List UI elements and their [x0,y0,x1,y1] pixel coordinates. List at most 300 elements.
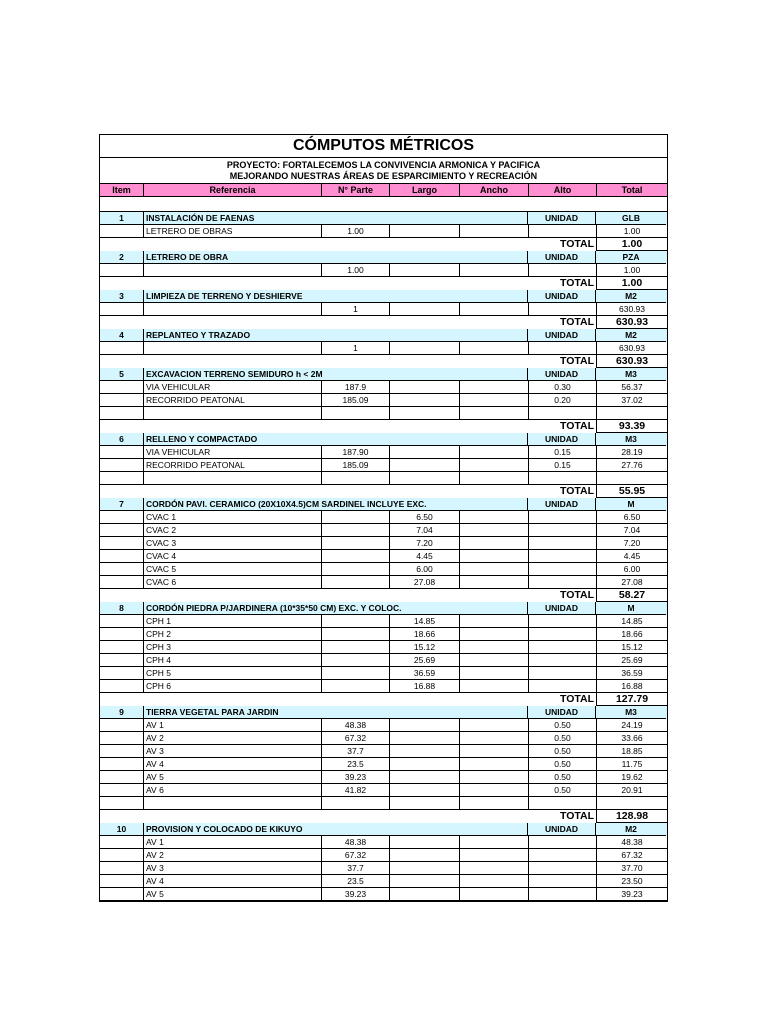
detail-referencia: CVAC 4 [144,550,322,563]
total-value: 58.27 [597,589,667,602]
detail-n-parte [322,628,390,641]
detail-ancho [460,563,529,576]
detail-referencia [144,407,322,420]
detail-row [100,459,667,472]
detail-n-parte [322,576,390,589]
item-row [100,329,667,342]
item-number: 9 [100,706,144,719]
detail-largo [390,784,460,797]
detail-n-parte [322,524,390,537]
detail-alto [529,654,597,667]
header-largo: Largo [390,184,460,196]
unit-value: M3 [596,706,666,719]
total-value: 127.79 [597,693,667,706]
header-total: Total [621,185,643,195]
total-label: TOTAL [100,316,597,329]
detail-alto [529,849,597,862]
detail-largo [390,888,460,901]
detail-item-cell [100,628,144,641]
detail-n-parte: 23.5 [322,758,390,771]
unit-value: GLB [596,212,666,225]
detail-n-parte: 185.09 [322,394,390,407]
item-row [100,433,667,446]
detail-largo [390,849,460,862]
detail-n-parte [322,511,390,524]
item-number: 8 [100,602,144,615]
detail-item-cell [100,680,144,693]
detail-alto: 0.50 [529,758,597,771]
item-row [100,602,667,615]
detail-ancho [460,225,529,238]
detail-total: 15.12 [597,641,667,654]
detail-row [100,784,667,797]
project-line-1: PROYECTO: FORTALECEMOS LA CONVIVENCIA ARMONICA Y PACIFICA [226,160,541,170]
detail-ancho [460,758,529,771]
unit-label: UNIDAD [528,290,596,303]
detail-row [100,745,667,758]
detail-alto [529,303,597,316]
unit-value: M2 [596,290,666,303]
total-value: 630.93 [597,355,667,368]
detail-ancho [460,446,529,459]
detail-alto [529,862,597,875]
detail-item-cell [100,758,144,771]
detail-item-cell [100,771,144,784]
detail-largo: 27.08 [390,576,460,589]
detail-alto [529,264,597,277]
detail-row [100,394,667,407]
unit-label: UNIDAD [528,602,596,615]
detail-n-parte: 48.38 [322,719,390,732]
total-label: TOTAL [100,277,597,290]
detail-referencia [144,264,322,277]
detail-n-parte [322,680,390,693]
detail-row [100,875,667,888]
detail-n-parte: 39.23 [322,771,390,784]
detail-referencia: AV 3 [144,745,322,758]
detail-largo [390,771,460,784]
detail-item-cell [100,641,144,654]
item-row [100,368,667,381]
detail-total [597,472,667,485]
detail-ancho [460,628,529,641]
detail-item-cell [100,784,144,797]
item-description: EXCAVACION TERRENO SEMIDURO h < 2M [144,368,528,381]
detail-total: 18.85 [597,745,667,758]
detail-item-cell [100,797,144,810]
detail-largo: 18.66 [390,628,460,641]
detail-alto [529,615,597,628]
detail-alto [529,472,597,485]
unit-label: UNIDAD [528,823,596,836]
detail-ancho [460,472,529,485]
computos-sheet [99,134,668,902]
detail-referencia: AV 4 [144,758,322,771]
detail-total: 27.76 [597,459,667,472]
detail-row [100,719,667,732]
detail-total: 630.93 [597,303,667,316]
detail-largo: 7.04 [390,524,460,537]
total-label: TOTAL [100,355,597,368]
total-label: TOTAL [100,589,597,602]
detail-alto [529,563,597,576]
detail-item-cell [100,667,144,680]
detail-total: 23.50 [597,875,667,888]
detail-ancho [460,550,529,563]
detail-ancho [460,264,529,277]
detail-item-cell [100,407,144,420]
detail-item-cell [100,264,144,277]
item-description: PROVISION Y COLOCADO DE KIKUYO [144,823,528,836]
detail-alto [529,797,597,810]
detail-row [100,576,667,589]
detail-n-parte [322,615,390,628]
detail-n-parte [322,797,390,810]
detail-largo [390,303,460,316]
detail-referencia: AV 6 [144,784,322,797]
unit-label: UNIDAD [528,329,596,342]
detail-item-cell [100,849,144,862]
detail-alto [529,641,597,654]
detail-ancho [460,407,529,420]
item-description: TIERRA VEGETAL PARA JARDIN [144,706,528,719]
detail-item-cell [100,394,144,407]
detail-total: 27.08 [597,576,667,589]
detail-ancho [460,888,529,901]
detail-referencia: LETRERO DE OBRAS [144,225,322,238]
item-number: 3 [100,290,144,303]
detail-row [100,381,667,394]
detail-largo [390,342,460,355]
detail-total: 14.85 [597,615,667,628]
detail-ancho [460,303,529,316]
detail-row [100,667,667,680]
detail-alto [529,342,597,355]
detail-ancho [460,641,529,654]
detail-referencia: CVAC 1 [144,511,322,524]
detail-item-cell [100,654,144,667]
total-value: 1.00 [597,238,667,251]
detail-ancho [460,576,529,589]
detail-total: 36.59 [597,667,667,680]
detail-referencia: AV 2 [144,849,322,862]
detail-largo: 15.12 [390,641,460,654]
detail-n-parte: 48.38 [322,836,390,849]
detail-ancho [460,342,529,355]
detail-total: 37.70 [597,862,667,875]
detail-row [100,849,667,862]
detail-row [100,550,667,563]
detail-item-cell [100,888,144,901]
unit-label: UNIDAD [528,433,596,446]
detail-item-cell [100,745,144,758]
detail-n-parte: 67.32 [322,732,390,745]
detail-row [100,524,667,537]
unit-value: M [596,602,666,615]
item-number: 4 [100,329,144,342]
detail-alto [529,680,597,693]
detail-alto: 0.15 [529,459,597,472]
detail-referencia: CVAC 6 [144,576,322,589]
project-line-2: MEJORANDO NUESTRAS ÁREAS DE ESPARCIMIENTO Y RECREACIÓN [229,171,538,181]
detail-total: 6.00 [597,563,667,576]
item-row [100,212,667,225]
detail-item-cell [100,732,144,745]
item-row [100,823,667,836]
header-alto: Alto [529,184,597,196]
detail-alto [529,225,597,238]
unit-label: UNIDAD [528,498,596,511]
total-label: TOTAL [100,810,597,823]
detail-n-parte [322,641,390,654]
detail-item-cell [100,719,144,732]
detail-row [100,303,667,316]
detail-largo: 6.00 [390,563,460,576]
total-value: 93.39 [597,420,667,433]
detail-row [100,615,667,628]
detail-ancho [460,771,529,784]
detail-referencia: AV 5 [144,888,322,901]
detail-ancho [460,862,529,875]
detail-largo [390,407,460,420]
detail-ancho [460,875,529,888]
detail-total: 4.45 [597,550,667,563]
detail-n-parte [322,550,390,563]
detail-item-cell [100,836,144,849]
item-description: LIMPIEZA DE TERRENO Y DESHIERVE [144,290,528,303]
detail-total: 67.32 [597,849,667,862]
detail-largo: 14.85 [390,615,460,628]
detail-item-cell [100,524,144,537]
total-row [100,238,667,251]
detail-referencia: AV 5 [144,771,322,784]
detail-largo [390,381,460,394]
detail-alto [529,407,597,420]
detail-ancho [460,680,529,693]
detail-row [100,758,667,771]
total-row [100,589,667,602]
detail-ancho [460,849,529,862]
total-row [100,355,667,368]
total-label: TOTAL [100,238,597,251]
total-value: 128.98 [597,810,667,823]
detail-n-parte [322,563,390,576]
detail-total: 11.75 [597,758,667,771]
detail-alto: 0.50 [529,719,597,732]
detail-largo [390,719,460,732]
project-header [100,158,667,184]
item-number: 6 [100,433,144,446]
detail-item-cell [100,511,144,524]
detail-alto: 0.50 [529,745,597,758]
detail-row [100,472,667,485]
item-description: RELLENO Y COMPACTADO [144,433,528,446]
detail-referencia: CPH 5 [144,667,322,680]
column-header-row [100,184,667,197]
detail-item-cell [100,537,144,550]
detail-alto: 0.50 [529,784,597,797]
detail-referencia [144,303,322,316]
detail-largo [390,732,460,745]
detail-item-cell [100,459,144,472]
detail-total: 1.00 [597,225,667,238]
detail-ancho [460,719,529,732]
detail-alto [529,576,597,589]
detail-total: 6.50 [597,511,667,524]
detail-referencia [144,797,322,810]
detail-largo [390,472,460,485]
detail-item-cell [100,615,144,628]
unit-value: M2 [596,329,666,342]
detail-n-parte: 41.82 [322,784,390,797]
detail-n-parte: 1.00 [322,225,390,238]
detail-referencia: RECORRIDO PEATONAL [144,459,322,472]
detail-n-parte: 67.32 [322,849,390,862]
detail-alto [529,550,597,563]
item-description: CORDÓN PIEDRA P/JARDINERA (10*35*50 CM) EXC. Y COLOC. [144,602,528,615]
total-row [100,316,667,329]
sections-container [100,212,667,901]
detail-total: 39.23 [597,888,667,901]
detail-ancho [460,836,529,849]
detail-total: 37.02 [597,394,667,407]
detail-referencia: CPH 2 [144,628,322,641]
detail-n-parte [322,667,390,680]
detail-n-parte: 23.5 [322,875,390,888]
detail-row [100,225,667,238]
detail-ancho [460,511,529,524]
detail-referencia: AV 2 [144,732,322,745]
detail-row [100,537,667,550]
detail-total: 19.62 [597,771,667,784]
detail-referencia: CPH 1 [144,615,322,628]
header-referencia: Referencia [144,184,322,196]
item-row [100,251,667,264]
detail-total: 7.20 [597,537,667,550]
detail-alto [529,524,597,537]
item-number: 2 [100,251,144,264]
detail-ancho [460,797,529,810]
detail-ancho [460,654,529,667]
detail-ancho [460,537,529,550]
detail-item-cell [100,472,144,485]
detail-referencia: CVAC 2 [144,524,322,537]
detail-ancho [460,732,529,745]
detail-largo [390,446,460,459]
detail-n-parte: 37.7 [322,862,390,875]
detail-alto [529,537,597,550]
detail-referencia: CVAC 3 [144,537,322,550]
detail-referencia: CPH 3 [144,641,322,654]
total-row [100,810,667,823]
detail-row [100,342,667,355]
detail-item-cell [100,446,144,459]
detail-total: 16.88 [597,680,667,693]
total-row [100,485,667,498]
detail-alto: 0.50 [529,771,597,784]
detail-item-cell [100,563,144,576]
unit-value: PZA [596,251,666,264]
detail-alto [529,628,597,641]
detail-ancho [460,524,529,537]
detail-item-cell [100,303,144,316]
header-ancho: Ancho [460,184,529,196]
detail-row [100,628,667,641]
detail-total [597,407,667,420]
detail-ancho [460,615,529,628]
detail-row [100,407,667,420]
detail-largo: 36.59 [390,667,460,680]
detail-total: 25.69 [597,654,667,667]
detail-row [100,563,667,576]
detail-largo [390,797,460,810]
detail-row [100,836,667,849]
detail-item-cell [100,381,144,394]
detail-item-cell [100,576,144,589]
detail-largo: 16.88 [390,680,460,693]
detail-referencia: CPH 4 [144,654,322,667]
detail-largo: 4.45 [390,550,460,563]
detail-ancho [460,394,529,407]
detail-n-parte: 187.9 [322,381,390,394]
unit-value: M [596,498,666,511]
item-number: 5 [100,368,144,381]
detail-n-parte [322,654,390,667]
detail-n-parte [322,407,390,420]
detail-total: 33.66 [597,732,667,745]
detail-row [100,680,667,693]
detail-largo [390,836,460,849]
detail-referencia: VIA VEHICULAR [144,446,322,459]
detail-ancho [460,459,529,472]
detail-largo: 25.69 [390,654,460,667]
total-row [100,693,667,706]
item-description: REPLANTEO Y TRAZADO [144,329,528,342]
detail-n-parte: 1 [322,303,390,316]
unit-label: UNIDAD [528,368,596,381]
detail-total: 24.19 [597,719,667,732]
detail-row [100,641,667,654]
total-value: 630.93 [597,316,667,329]
detail-referencia: RECORRIDO PEATONAL [144,394,322,407]
detail-row [100,888,667,901]
total-row [100,277,667,290]
detail-ancho [460,784,529,797]
detail-alto: 0.50 [529,732,597,745]
detail-row [100,771,667,784]
total-row [100,420,667,433]
detail-largo [390,862,460,875]
detail-ancho [460,381,529,394]
sheet-title: CÓMPUTOS MÉTRICOS [100,135,667,158]
header-n-parte: N° Parte [322,184,390,196]
detail-alto [529,667,597,680]
detail-row [100,732,667,745]
item-number: 7 [100,498,144,511]
detail-row [100,862,667,875]
item-row [100,706,667,719]
item-row [100,498,667,511]
detail-n-parte: 185.09 [322,459,390,472]
detail-item-cell [100,862,144,875]
item-row [100,290,667,303]
detail-referencia: CVAC 5 [144,563,322,576]
detail-total: 28.19 [597,446,667,459]
detail-alto [529,888,597,901]
item-description: INSTALACIÓN DE FAENAS [144,212,528,225]
detail-largo [390,459,460,472]
item-description: LETRERO DE OBRA [144,251,528,264]
